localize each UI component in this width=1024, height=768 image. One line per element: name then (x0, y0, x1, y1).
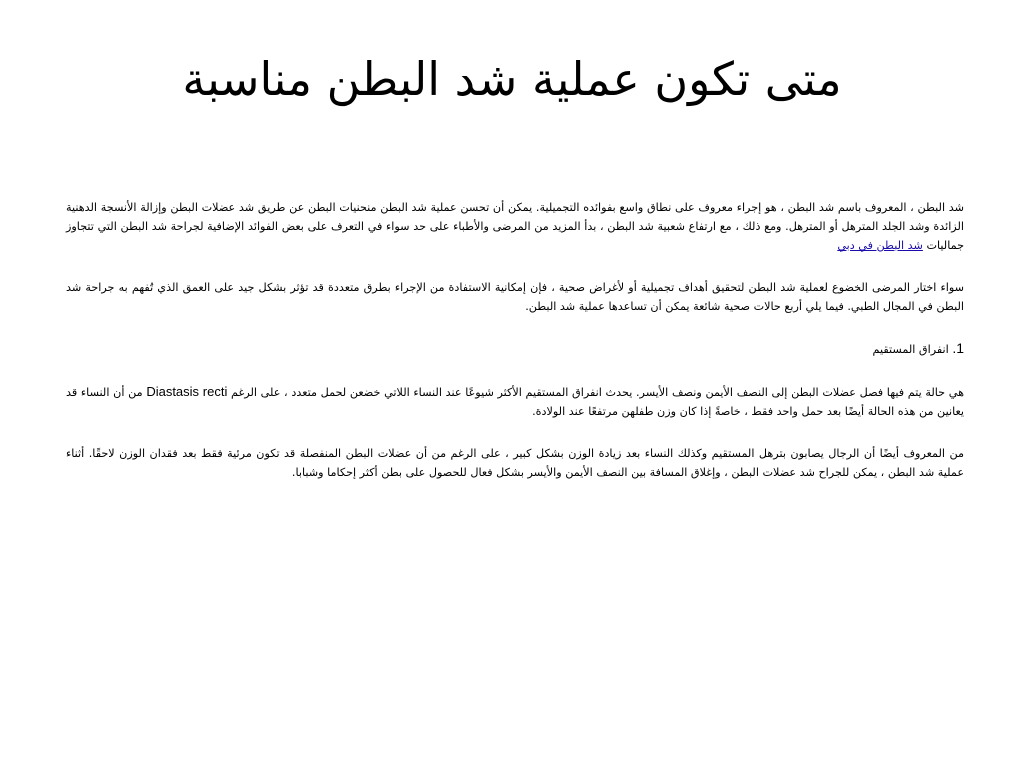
diastasis-recti-term: Diastasis recti (146, 384, 228, 399)
slide-title: متى تكون عملية شد البطن مناسبة (182, 52, 842, 106)
paragraph-diastasis-definition (66, 382, 964, 421)
paragraph-intro-text: شد البطن ، المعروف باسم شد البطن ، هو إجراء معروف على نطاق واسع بفوائده التجميلية. يمكن أن تحسن عملية شد البطن منحنيات البطن عن طريق شد عضلات البطن وإزالة الأنسجة الدهنية الزائدة وشد الجلد المترهل أو المترهل. ومع ذلك ، مع ارتفاع شعبية شد البطن ، بدأ المزيد من المرضى والأطباء على حد سواء في التعرف على بعض الفوائد الإضافية لجراحة شد البطن التي تتجاوز جماليات (66, 201, 964, 252)
slide-body (66, 198, 964, 505)
paragraph-diastasis-text-after: من أن النساء قد يعانين من هذه الحالة أيضًا بعد حمل واحد فقط ، خاصةً إذا كان وزن طفلهن مرتفعًا عند الولادة. (66, 386, 964, 418)
paragraph-diastasis-men: من المعروف أيضًا أن الرجال يصابون بترهل المستقيم وكذلك النساء بعد زيادة الوزن بشكل كبير ، على الرغم من أن عضلات البطن المنفصلة قد تكون مرئية فقط بعد فقدان الوزن لاحقًا. أثناء عملية شد البطن ، يمكن للجراح شد عضلات البطن ، وإغلاق المسافة بين النصف الأيمن والأيسر بشكل فعال للحصول على بطن أكثر إحكاما وشبابا. (66, 447, 964, 479)
tummy-tuck-dubai-link[interactable]: شد البطن في دبي (837, 239, 923, 252)
paragraph-diastasis-text-before: هي حالة يتم فيها فصل عضلات البطن إلى النصف الأيمن ونصف الأيسر. يحدث انفراق المستقيم الأكثر شيوعًا عند النساء اللاتي خضعن لحمل متعدد ، على الرغم (227, 386, 964, 399)
section-heading-diastasis (66, 339, 964, 359)
paragraph-health-benefits: سواء اختار المرضى الخضوع لعملية شد البطن لتحقيق أهداف تجميلية أو لأغراض صحية ، فإن إمكانية الاستفادة من الإجراء بطرق متعددة قد تؤثر بشكل جيد على العمق الذي تُفهم به جراحة شد البطن في المجال الطبي. فيما يلي أربع حالات صحية شائعة يمكن أن تساعدها عملية شد البطن. (66, 281, 964, 313)
paragraph-intro (66, 198, 964, 255)
heading-number: 1. (952, 340, 964, 356)
heading-text: انفراق المستقيم (872, 343, 953, 356)
